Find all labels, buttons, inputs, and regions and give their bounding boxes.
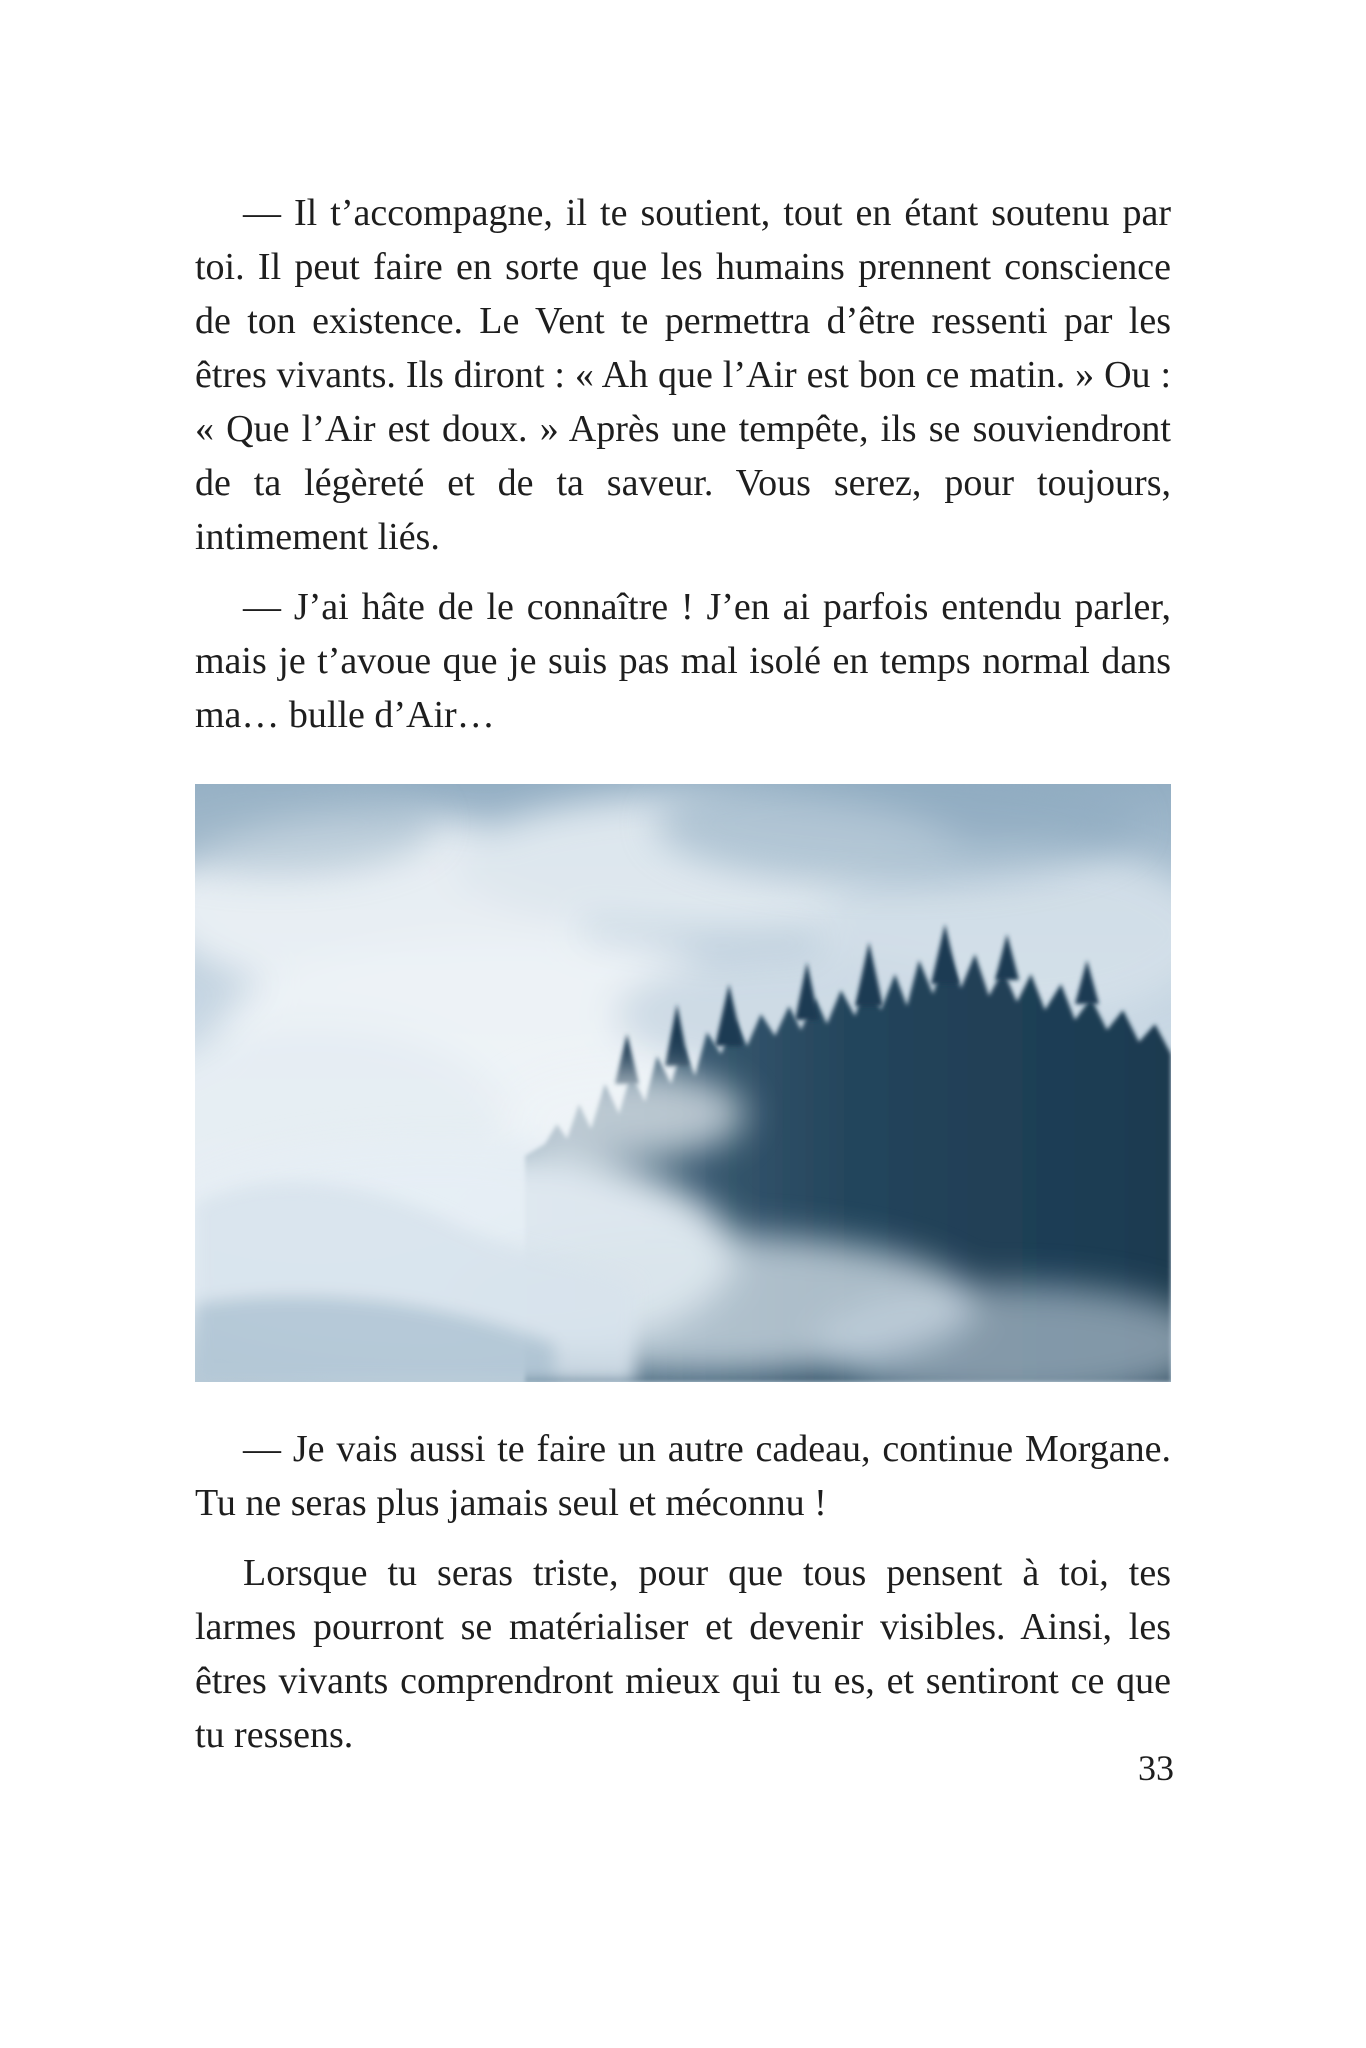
paragraph-dialogue-1: — Il t’accompagne, il te soutient, tout en étant soutenu par toi. Il peut faire en sorte que les humains prennent conscience de ton existence. Le Vent te permettra d’être ressenti par les êtres vivants. Ils diront : « Ah que l’Air est bon ce matin. » Ou : « Que l’Air est doux. » Après une tempête, ils se souviendront de ta légèreté et de ta saveur. Vous serez, pour toujours, intimement liés.	[195, 192, 1171, 558]
misty-forest-image	[195, 784, 1171, 1382]
text-block-bottom	[195, 1422, 1171, 1762]
paragraph-dialogue-3: — Je vais aussi te faire un autre cadeau, continue Morgane. Tu ne seras plus jamais seul et méconnu !	[195, 1428, 1171, 1524]
page-number: 33	[1138, 1748, 1174, 1788]
misty-forest-illustration	[195, 784, 1171, 1382]
paragraph-dialogue-2: — J’ai hâte de le connaître ! J’en ai parfois entendu parler, mais je t’avoue que je suis pas mal isolé en temps normal dans ma… bulle d’Air…	[195, 586, 1171, 736]
text-block-top	[195, 186, 1171, 742]
paragraph-narration: Lorsque tu seras triste, pour que tous pensent à toi, tes larmes pourront se matérialiser et devenir visibles. Ainsi, les êtres vivants comprendront mieux qui tu es, et sentiront ce que tu ressens.	[195, 1552, 1171, 1756]
